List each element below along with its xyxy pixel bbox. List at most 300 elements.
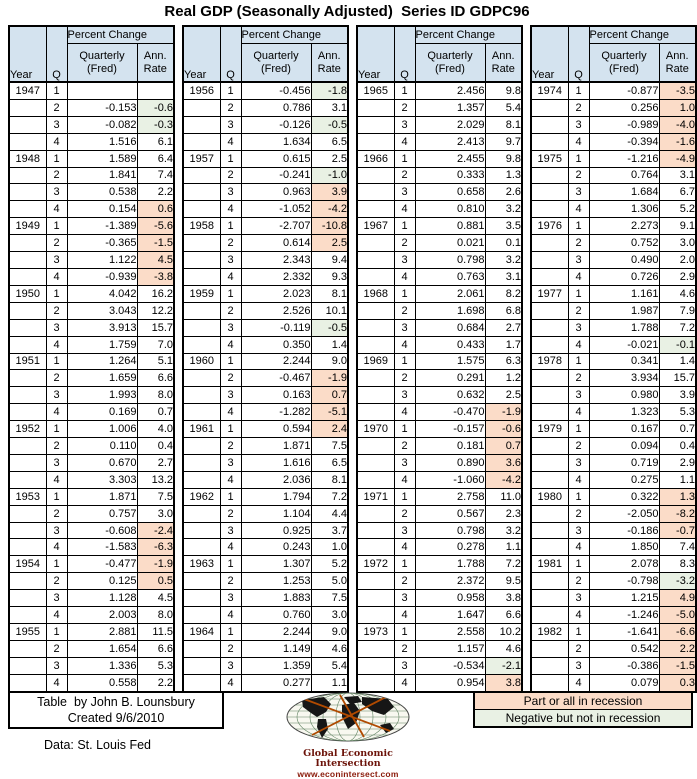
- quarter-cell: 4: [220, 268, 241, 285]
- quarterly-value-cell: 3.934: [589, 370, 659, 387]
- ann-header-line1: Ann.: [491, 50, 515, 63]
- year-cell: [531, 370, 568, 387]
- quarter-cell: 3: [46, 454, 67, 471]
- ann-rate-cell: 3.0: [137, 505, 174, 522]
- quarterly-value-cell: 1.336: [67, 657, 137, 674]
- table-row: [531, 607, 696, 624]
- credit-date: Created 9/6/2010: [67, 711, 165, 725]
- quarter-cell: 1: [568, 488, 589, 505]
- table-row: [183, 539, 348, 556]
- logo-url-text: www.econintersect.com: [297, 769, 399, 779]
- quarterly-value-cell: 0.542: [589, 640, 659, 657]
- table-row: [357, 556, 522, 573]
- quarter-cell: 3: [46, 590, 67, 607]
- ann-rate-cell: 1.1: [659, 471, 696, 488]
- quarter-column-header: Q: [394, 26, 415, 82]
- ann-rate-cell: 3.1: [485, 268, 522, 285]
- quarterly-value-cell: 1.157: [415, 640, 485, 657]
- quarter-cell: 1: [46, 285, 67, 302]
- quarterly-value-cell: 2.758: [415, 488, 485, 505]
- ann-rate-cell: 8.0: [137, 387, 174, 404]
- quarterly-header-line2: (Fred): [435, 62, 465, 75]
- quarter-column-header: Q: [568, 26, 589, 82]
- quarter-cell: 2: [46, 235, 67, 252]
- year-cell: 1958: [183, 218, 220, 235]
- quarter-cell: 4: [220, 336, 241, 353]
- ann-rate-cell: 8.1: [311, 471, 348, 488]
- year-cell: [357, 674, 394, 692]
- table-row: [531, 387, 696, 404]
- year-cell: [531, 573, 568, 590]
- year-cell: [357, 235, 394, 252]
- quarter-cell: 4: [46, 607, 67, 624]
- quarterly-value-cell: 0.433: [415, 336, 485, 353]
- table-row: [183, 590, 348, 607]
- year-cell: [357, 640, 394, 657]
- year-cell: 1962: [183, 488, 220, 505]
- ann-rate-cell: 2.5: [311, 150, 348, 167]
- table-row: [357, 573, 522, 590]
- quarterly-value-cell: 1.987: [589, 302, 659, 319]
- year-cell: [183, 201, 220, 218]
- quarterly-value-cell: 0.881: [415, 218, 485, 235]
- quarter-cell: 2: [394, 235, 415, 252]
- table-row: [183, 268, 348, 285]
- quarterly-value-cell: 1.616: [241, 454, 311, 471]
- year-cell: [9, 167, 46, 184]
- ann-rate-cell: -5.6: [137, 218, 174, 235]
- quarter-cell: 2: [220, 302, 241, 319]
- table-row: [357, 624, 522, 641]
- quarter-cell: 2: [394, 99, 415, 116]
- ann-rate-cell: 5.4: [311, 657, 348, 674]
- ann-rate-cell: -2.4: [137, 522, 174, 539]
- ann-rate-cell: 9.7: [485, 133, 522, 150]
- year-cell: [531, 319, 568, 336]
- quarter-cell: 4: [568, 539, 589, 556]
- ann-rate-cell: 4.6: [659, 285, 696, 302]
- quarterly-value-cell: 0.333: [415, 167, 485, 184]
- ann-rate-cell: 6.5: [311, 454, 348, 471]
- quarterly-value-cell: 1.161: [589, 285, 659, 302]
- percent-change-header: Percent Change: [67, 26, 174, 44]
- quarterly-value-cell: 0.322: [589, 488, 659, 505]
- table-row: [357, 252, 522, 269]
- year-cell: [357, 438, 394, 455]
- table-body: [9, 82, 174, 692]
- table-row: [357, 404, 522, 421]
- year-cell: [357, 573, 394, 590]
- quarter-cell: 2: [220, 640, 241, 657]
- quarterly-value-cell: -0.877: [589, 82, 659, 99]
- table-row: [183, 573, 348, 590]
- year-cell: [531, 607, 568, 624]
- quarter-cell: 2: [220, 370, 241, 387]
- year-cell: [531, 505, 568, 522]
- quarterly-header-line1: Quarterly: [427, 50, 473, 63]
- quarter-cell: 3: [568, 184, 589, 201]
- year-cell: [183, 657, 220, 674]
- quarterly-value-cell: -0.989: [589, 116, 659, 133]
- quarterly-value-cell: -0.153: [67, 99, 137, 116]
- year-cell: [531, 657, 568, 674]
- table-row: [9, 370, 174, 387]
- ann-rate-cell: -2.1: [485, 657, 522, 674]
- ann-rate-cell: 0.1: [485, 235, 522, 252]
- table-row: [357, 302, 522, 319]
- quarter-cell: 3: [568, 252, 589, 269]
- year-cell: [183, 319, 220, 336]
- ann-rate-cell: -6.3: [137, 539, 174, 556]
- table-row: [531, 404, 696, 421]
- quarter-cell: 4: [568, 201, 589, 218]
- table-row: [9, 505, 174, 522]
- ann-rate-cell: 0.3: [659, 674, 696, 692]
- ann-rate-cell: 15.7: [659, 370, 696, 387]
- quarter-cell: 2: [394, 302, 415, 319]
- year-cell: 1972: [357, 556, 394, 573]
- year-cell: [357, 539, 394, 556]
- year-column-header: Year: [183, 26, 220, 82]
- ann-rate-cell: 1.3: [659, 488, 696, 505]
- year-cell: [9, 640, 46, 657]
- quarterly-value-cell: 0.278: [415, 539, 485, 556]
- year-cell: [183, 573, 220, 590]
- quarter-cell: 4: [220, 539, 241, 556]
- quarter-cell: 2: [568, 370, 589, 387]
- quarterly-header-line1: Quarterly: [601, 50, 647, 63]
- ann-rate-cell: 2.9: [659, 454, 696, 471]
- year-cell: [357, 133, 394, 150]
- year-cell: [183, 454, 220, 471]
- quarter-cell: 4: [394, 471, 415, 488]
- quarter-cell: 1: [394, 624, 415, 641]
- ann-rate-cell: 0.7: [311, 387, 348, 404]
- quarterly-value-cell: -0.939: [67, 268, 137, 285]
- ann-rate-cell: 4.6: [311, 640, 348, 657]
- quarter-cell: 2: [394, 573, 415, 590]
- year-cell: [357, 387, 394, 404]
- ann-header-line2: Rate: [143, 62, 167, 75]
- ann-rate-cell: 0.6: [137, 201, 174, 218]
- year-cell: 1948: [9, 150, 46, 167]
- quarter-cell: 4: [394, 674, 415, 692]
- percent-change-header: Percent Change: [589, 26, 696, 44]
- table-row: [531, 438, 696, 455]
- year-cell: [183, 607, 220, 624]
- quarter-cell: 4: [394, 404, 415, 421]
- ann-rate-cell: 9.0: [311, 353, 348, 370]
- table-body: [183, 82, 348, 692]
- table-row: [9, 607, 174, 624]
- quarter-cell: 1: [394, 150, 415, 167]
- year-cell: [9, 370, 46, 387]
- quarter-cell: 3: [220, 184, 241, 201]
- quarterly-value-cell: 2.244: [241, 624, 311, 641]
- year-cell: [9, 268, 46, 285]
- quarter-cell: 1: [220, 624, 241, 641]
- ann-rate-cell: -1.9: [137, 556, 174, 573]
- quarter-cell: 2: [568, 302, 589, 319]
- ann-rate-cell: -0.7: [659, 522, 696, 539]
- ann-rate-cell: -0.5: [311, 116, 348, 133]
- gdp-table-group: [530, 25, 697, 693]
- table-row: [9, 302, 174, 319]
- table-row: [357, 539, 522, 556]
- quarterly-value-cell: 1.788: [589, 319, 659, 336]
- table-row: [531, 370, 696, 387]
- year-cell: [357, 167, 394, 184]
- quarter-cell: 4: [220, 471, 241, 488]
- quarterly-header-line2: (Fred): [261, 62, 291, 75]
- table-row: [531, 471, 696, 488]
- quarterly-value-cell: 0.125: [67, 573, 137, 590]
- ann-rate-cell: -4.2: [311, 201, 348, 218]
- year-cell: [531, 590, 568, 607]
- quarterly-value-cell: 0.658: [415, 184, 485, 201]
- table-row: [9, 624, 174, 641]
- quarterly-value-cell: 1.575: [415, 353, 485, 370]
- table-row: [183, 184, 348, 201]
- ann-header-line1: Ann.: [143, 50, 167, 63]
- ann-rate-cell: 16.2: [137, 285, 174, 302]
- logo-name-text: Global Economic Intersection: [303, 748, 393, 769]
- ann-rate-cell: 8.1: [311, 285, 348, 302]
- ann-rate-cell: 6.1: [137, 133, 174, 150]
- ann-rate-cell: -1.8: [311, 82, 348, 99]
- quarter-cell: 3: [394, 319, 415, 336]
- quarter-cell: 2: [394, 167, 415, 184]
- year-cell: [9, 539, 46, 556]
- ann-rate-cell: 15.7: [137, 319, 174, 336]
- quarter-cell: 3: [220, 252, 241, 269]
- table-row: [183, 150, 348, 167]
- quarter-cell: 2: [568, 438, 589, 455]
- quarter-cell: 2: [394, 640, 415, 657]
- quarterly-header-line1: Quarterly: [253, 50, 299, 63]
- quarterly-value-cell: 4.042: [67, 285, 137, 302]
- quarter-cell: 4: [46, 674, 67, 692]
- quarterly-value-cell: 0.684: [415, 319, 485, 336]
- quarterly-value-cell: 0.256: [589, 99, 659, 116]
- table-row: [9, 640, 174, 657]
- credit-author: Table by John B. Lounsbury: [37, 695, 195, 709]
- percent-change-header: Percent Change: [415, 26, 522, 44]
- quarter-cell: 1: [394, 353, 415, 370]
- ann-rate-cell: 3.7: [311, 522, 348, 539]
- quarterly-value-cell: 0.277: [241, 674, 311, 692]
- year-cell: [9, 235, 46, 252]
- quarter-cell: 2: [568, 505, 589, 522]
- ann-header-line1: Ann.: [665, 50, 689, 63]
- ann-rate-cell: -10.8: [311, 218, 348, 235]
- ann-rate-cell: 4.5: [137, 590, 174, 607]
- ann-rate-cell: 3.8: [485, 590, 522, 607]
- year-cell: 1968: [357, 285, 394, 302]
- gdp-table-group: [182, 25, 349, 693]
- globe-logo-icon: [284, 692, 412, 744]
- quarterly-value-cell: -0.470: [415, 404, 485, 421]
- ann-rate-cell: 3.2: [485, 522, 522, 539]
- ann-rate-cell: -4.2: [485, 471, 522, 488]
- table-row: [9, 556, 174, 573]
- table-row: [9, 133, 174, 150]
- ann-header-line2: Rate: [665, 62, 689, 75]
- year-cell: [183, 640, 220, 657]
- quarterly-value-cell: 0.798: [415, 252, 485, 269]
- quarterly-value-cell: 0.954: [415, 674, 485, 692]
- quarterly-value-cell: 2.413: [415, 133, 485, 150]
- year-cell: [531, 404, 568, 421]
- year-cell: 1964: [183, 624, 220, 641]
- quarter-cell: 3: [46, 116, 67, 133]
- quarterly-value-cell: 1.871: [241, 438, 311, 455]
- quarterly-value-cell: -0.021: [589, 336, 659, 353]
- ann-rate-cell: 4.5: [137, 252, 174, 269]
- quarterly-fred-header: [589, 44, 659, 82]
- table-groups: [8, 25, 697, 692]
- ann-rate-cell: 6.5: [311, 133, 348, 150]
- quarterly-fred-header: [241, 44, 311, 82]
- quarterly-value-cell: 1.684: [589, 184, 659, 201]
- quarterly-value-cell: 0.110: [67, 438, 137, 455]
- table-row: [9, 353, 174, 370]
- ann-rate-cell: 7.0: [137, 336, 174, 353]
- table-row: [357, 133, 522, 150]
- quarterly-value-cell: 0.490: [589, 252, 659, 269]
- year-cell: [183, 505, 220, 522]
- quarterly-value-cell: 1.841: [67, 167, 137, 184]
- quarterly-value-cell: 2.343: [241, 252, 311, 269]
- quarter-cell: 4: [46, 539, 67, 556]
- quarter-cell: 3: [394, 454, 415, 471]
- quarterly-value-cell: 1.759: [67, 336, 137, 353]
- quarterly-value-cell: 0.021: [415, 235, 485, 252]
- year-cell: 1949: [9, 218, 46, 235]
- table-row: [183, 133, 348, 150]
- ann-rate-cell: 0.4: [659, 438, 696, 455]
- gdp-table-group: [8, 25, 175, 693]
- year-cell: 1961: [183, 421, 220, 438]
- year-cell: [531, 167, 568, 184]
- quarterly-value-cell: 0.615: [241, 150, 311, 167]
- quarterly-value-cell: 1.006: [67, 421, 137, 438]
- quarterly-value-cell: 0.958: [415, 590, 485, 607]
- quarter-cell: 1: [220, 488, 241, 505]
- recession-legend: [473, 691, 693, 728]
- ann-rate-cell: 4.6: [485, 640, 522, 657]
- ann-rate-cell: 6.8: [485, 302, 522, 319]
- quarterly-value-cell: -0.477: [67, 556, 137, 573]
- quarterly-value-cell: 0.890: [415, 454, 485, 471]
- year-cell: 1967: [357, 218, 394, 235]
- ann-rate-cell: 2.7: [137, 454, 174, 471]
- year-cell: [183, 674, 220, 692]
- quarter-cell: 3: [394, 184, 415, 201]
- table-row: [9, 82, 174, 99]
- table-row: [9, 522, 174, 539]
- table-row: [531, 674, 696, 692]
- quarterly-value-cell: 2.455: [415, 150, 485, 167]
- quarterly-value-cell: -2.050: [589, 505, 659, 522]
- ann-rate-cell: 2.2: [137, 674, 174, 692]
- quarter-cell: 1: [46, 556, 67, 573]
- ann-rate-cell: 10.2: [485, 624, 522, 641]
- quarterly-value-cell: 0.763: [415, 268, 485, 285]
- year-cell: [9, 438, 46, 455]
- quarterly-value-cell: -1.060: [415, 471, 485, 488]
- quarter-cell: 2: [220, 438, 241, 455]
- table-row: [9, 404, 174, 421]
- ann-rate-header: [137, 44, 174, 82]
- quarterly-value-cell: 1.359: [241, 657, 311, 674]
- quarter-cell: 3: [46, 252, 67, 269]
- quarterly-value-cell: 0.786: [241, 99, 311, 116]
- table-row: [531, 150, 696, 167]
- year-cell: [531, 201, 568, 218]
- year-cell: [531, 454, 568, 471]
- year-cell: [9, 252, 46, 269]
- quarter-cell: 3: [394, 522, 415, 539]
- quarterly-value-cell: 1.264: [67, 353, 137, 370]
- year-cell: [531, 302, 568, 319]
- ann-rate-cell: 7.2: [311, 488, 348, 505]
- quarter-cell: 4: [394, 201, 415, 218]
- table-row: [531, 454, 696, 471]
- quarter-cell: 3: [46, 387, 67, 404]
- ann-rate-cell: 7.9: [659, 302, 696, 319]
- quarter-column-header: Q: [220, 26, 241, 82]
- year-cell: 1952: [9, 421, 46, 438]
- ann-rate-cell: 8.3: [659, 556, 696, 573]
- table-row: [183, 116, 348, 133]
- ann-rate-cell: 3.5: [485, 218, 522, 235]
- quarterly-value-cell: 1.871: [67, 488, 137, 505]
- quarter-cell: 1: [220, 285, 241, 302]
- quarterly-value-cell: 1.306: [589, 201, 659, 218]
- table-row: [531, 99, 696, 116]
- ann-rate-cell: -3.5: [659, 82, 696, 99]
- quarterly-value-cell: 1.850: [589, 539, 659, 556]
- table-header: [531, 26, 696, 82]
- year-cell: 1980: [531, 488, 568, 505]
- table-row: [531, 353, 696, 370]
- table-row: [531, 252, 696, 269]
- table-row: [357, 235, 522, 252]
- ann-rate-cell: 4.4: [311, 505, 348, 522]
- year-cell: [9, 607, 46, 624]
- quarterly-fred-header: [415, 44, 485, 82]
- year-cell: [357, 252, 394, 269]
- quarter-cell: 1: [394, 218, 415, 235]
- year-cell: [531, 268, 568, 285]
- quarterly-value-cell: 0.094: [589, 438, 659, 455]
- year-cell: [357, 590, 394, 607]
- quarterly-value-cell: -1.583: [67, 539, 137, 556]
- quarterly-value-cell: 1.788: [415, 556, 485, 573]
- quarter-cell: 1: [568, 421, 589, 438]
- year-cell: [357, 319, 394, 336]
- year-cell: 1953: [9, 488, 46, 505]
- ann-rate-cell: 0.7: [659, 421, 696, 438]
- ann-rate-cell: 2.2: [137, 184, 174, 201]
- quarterly-value-cell: 1.253: [241, 573, 311, 590]
- ann-rate-header: [485, 44, 522, 82]
- year-cell: [9, 573, 46, 590]
- logo-block: [280, 692, 416, 779]
- quarterly-value-cell: 0.538: [67, 184, 137, 201]
- quarter-cell: 4: [46, 471, 67, 488]
